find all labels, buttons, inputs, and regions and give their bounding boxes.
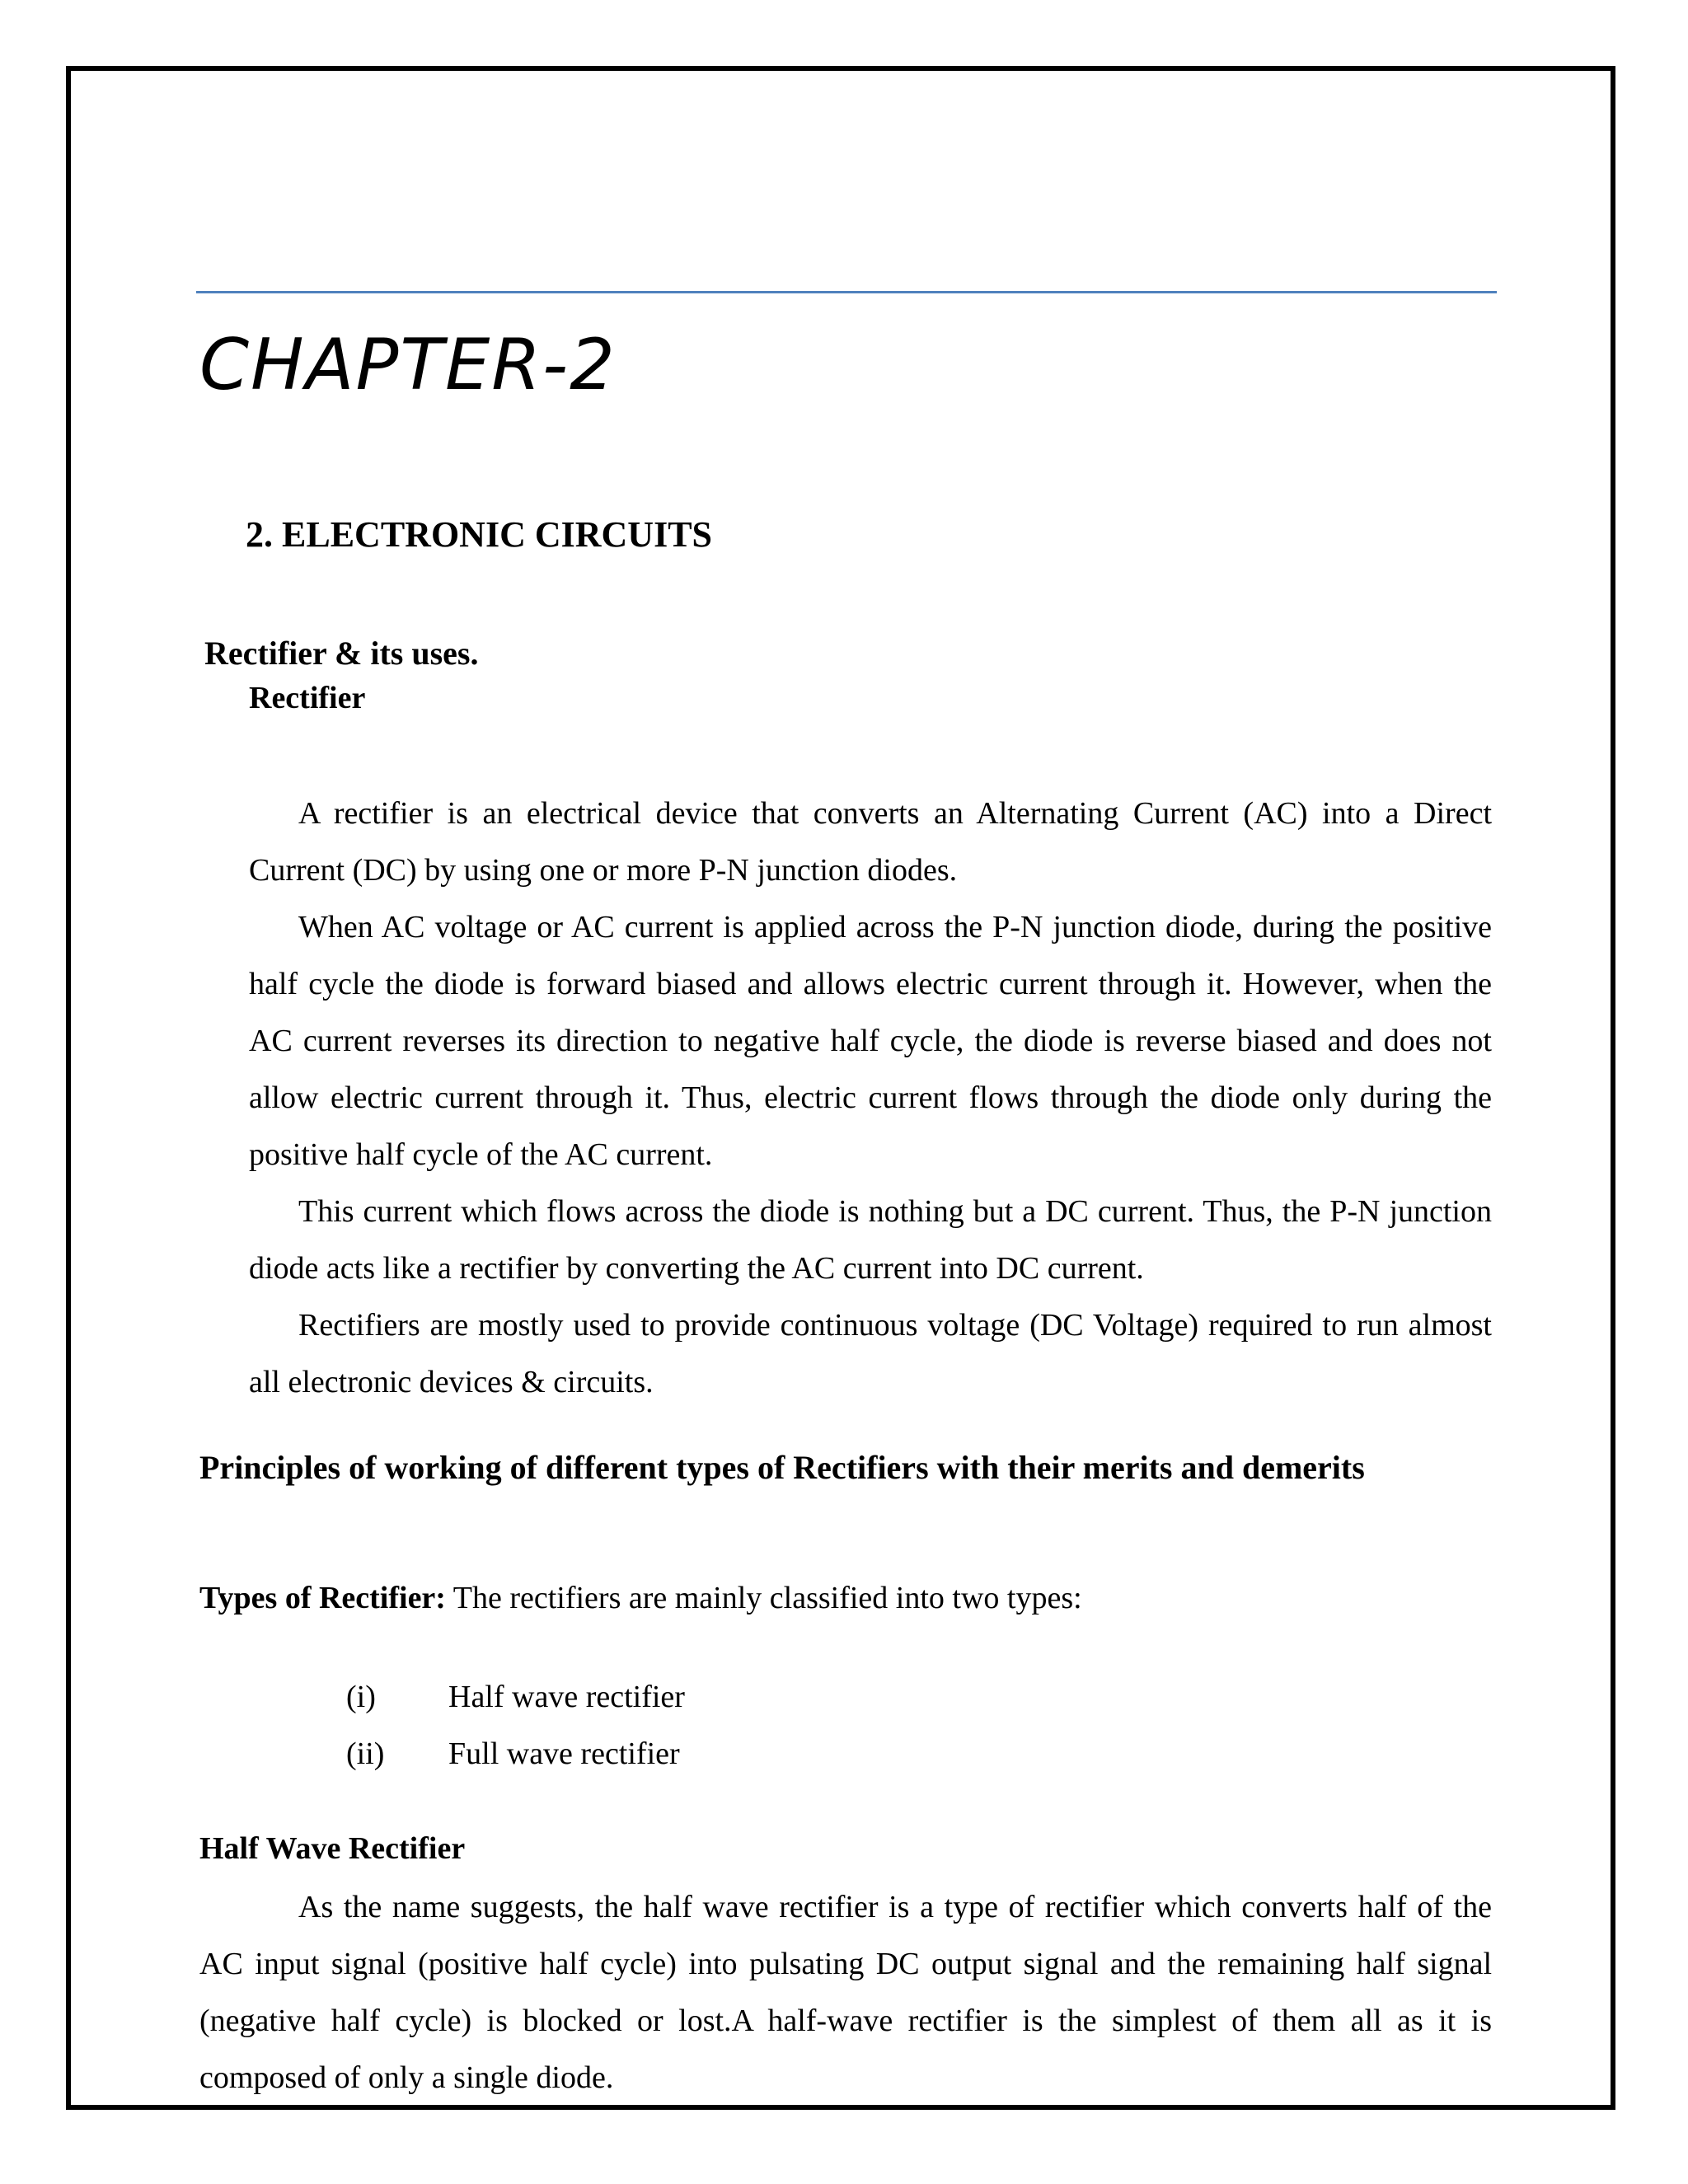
subheading-rectifier-uses: Rectifier & its uses. xyxy=(204,635,479,672)
chapter-rule xyxy=(196,291,1497,293)
list-item xyxy=(346,1733,685,1790)
paragraph: Rectifiers are mostly used to provide continuous voltage (DC Voltage) required to run almost all electronic devices & circuits. xyxy=(249,1308,1492,1399)
list-item xyxy=(346,1676,685,1733)
types-of-rectifier-line xyxy=(199,1581,1082,1617)
paragraph: This current which flows across the diode is nothing but a DC current. Thus, the P-N junction diode acts like a rectifier by converting the AC current into DC current. xyxy=(249,1194,1492,1286)
paragraph: As the name suggests, the half wave rectifier is a type of rectifier which converts half of the AC input signal (positive half cycle) into pulsating DC output signal and the remaining half signal (negative half cycle) is blocked or lost.A half-wave rectifier is the simplest of them all as it is composed of only a single diode. xyxy=(199,1890,1492,2095)
chapter-title: CHAPTER-2 xyxy=(199,324,617,406)
section-heading: 2. ELECTRONIC CIRCUITS xyxy=(246,514,713,555)
types-text: The rectifiers are mainly classified into two types: xyxy=(445,1581,1082,1615)
principles-heading: Principles of working of different types of Rectifiers with their merits and demerits xyxy=(199,1449,1365,1486)
paragraph: A rectifier is an electrical device that converts an Alternating Current (AC) into a Direct Current (DC) by using one or more P-N junction diodes. xyxy=(249,796,1492,888)
subheading-rectifier: Rectifier xyxy=(249,681,366,715)
paragraph: When AC voltage or AC current is applied across the P-N junction diode, during the positive half cycle the diode is forward biased and allows electric current through it. However, when the AC current reverses its direction to negative half cycle, the diode is reverse biased and does not allow electric current through it. Thus, electric current flows through the diode only during the positive half cycle of the AC current. xyxy=(249,910,1492,1172)
rectifier-definition-block xyxy=(249,785,1492,1411)
list-item-label: Half wave rectifier xyxy=(448,1680,685,1714)
types-lead: Types of Rectifier: xyxy=(199,1581,446,1615)
types-list xyxy=(346,1676,685,1790)
list-item-label: Full wave rectifier xyxy=(448,1736,680,1771)
half-wave-block xyxy=(199,1879,1492,2107)
half-wave-heading: Half Wave Rectifier xyxy=(199,1831,466,1866)
list-item-number: (i) xyxy=(346,1680,376,1714)
list-item-number: (ii) xyxy=(346,1736,385,1771)
